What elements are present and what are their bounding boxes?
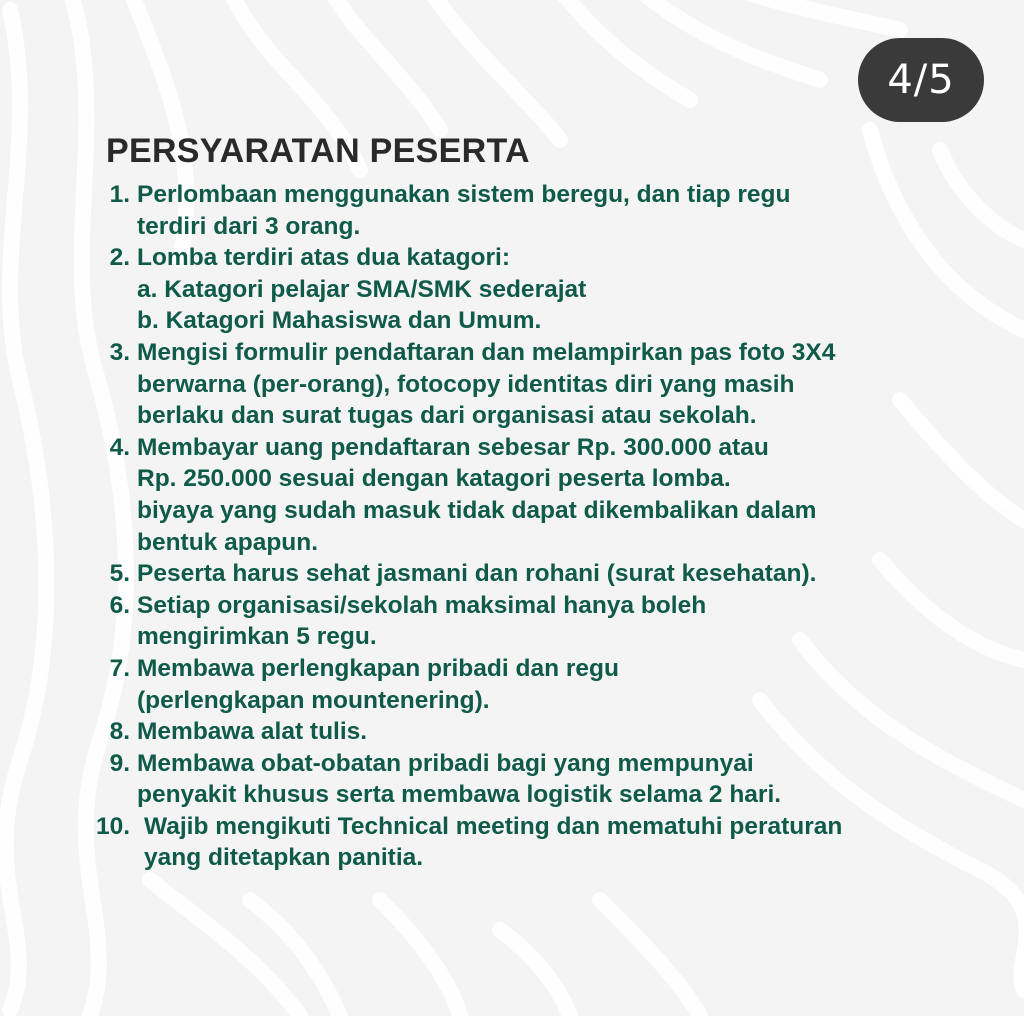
requirement-item	[0, 179, 1024, 242]
requirement-text-line: Peserta harus sehat jasmani dan rohani (surat kesehatan).	[137, 560, 817, 588]
requirement-text-line: penyakit khusus serta membawa logistik selama 2 hari.	[137, 781, 782, 809]
requirement-text-line: terdiri dari 3 orang.	[137, 212, 361, 240]
requirement-item	[0, 748, 1024, 811]
requirement-text-line: Membawa obat-obatan pribadi bagi yang mempunyai	[137, 749, 754, 777]
requirement-text-line: Membawa perlengkapan pribadi dan regu	[137, 654, 619, 682]
requirement-number: 6.	[109, 591, 130, 619]
requirement-number: 3.	[109, 338, 130, 366]
requirement-text-line: b. Katagori Mahasiswa dan Umum.	[137, 307, 542, 335]
requirement-text-line: Perlombaan menggunakan sistem beregu, dan tiap regu	[137, 181, 791, 208]
requirement-item	[0, 242, 1024, 337]
requirement-number: 2.	[109, 244, 130, 272]
requirement-text-line: a. Katagori pelajar SMA/SMK sederajat	[137, 275, 587, 303]
requirement-number: 10.	[95, 812, 130, 840]
requirement-number: 8.	[109, 718, 130, 746]
requirement-number: 7.	[109, 654, 130, 682]
requirement-number: 5.	[109, 560, 130, 588]
requirement-text-line: (perlengkapan mountenering).	[137, 686, 490, 714]
page-indicator-badge	[858, 38, 984, 122]
requirement-item	[0, 653, 1024, 716]
requirement-text-line: Setiap organisasi/sekolah maksimal hanya boleh	[137, 591, 707, 619]
requirement-text-line: Rp. 250.000 sesuai dengan katagori peserta lomba.	[137, 465, 731, 493]
requirement-text-line: Membayar uang pendaftaran sebesar Rp. 300.000 atau	[137, 433, 769, 461]
requirement-item	[0, 716, 1024, 748]
requirement-number: 4.	[109, 433, 130, 461]
requirement-text-line: Membawa alat tulis.	[137, 718, 368, 746]
requirement-item	[0, 811, 1024, 874]
requirement-item	[0, 590, 1024, 653]
requirement-text-line: berwarna (per-orang), fotocopy identitas diri yang masih	[137, 370, 795, 398]
requirement-number: 1.	[109, 181, 130, 208]
requirement-text-line: Lomba terdiri atas dua katagori:	[137, 244, 511, 272]
requirement-text-line: mengirimkan 5 regu.	[137, 623, 377, 651]
requirement-item	[0, 558, 1024, 590]
requirement-text-line: Wajib mengikuti Technical meeting dan mematuhi peraturan	[144, 812, 843, 840]
requirement-text-line: biyaya yang sudah masuk tidak dapat dikembalikan dalam	[137, 496, 817, 524]
page-indicator-text: 4/5	[887, 57, 955, 103]
requirement-item	[0, 337, 1024, 432]
requirement-text-line: bentuk apapun.	[137, 528, 319, 556]
requirement-text-line: berlaku dan surat tugas dari organisasi atau sekolah.	[137, 402, 757, 430]
page-title: PERSYARATAN PESERTA	[106, 132, 530, 170]
requirements-list	[0, 179, 1024, 874]
requirement-number: 9.	[109, 749, 130, 777]
requirement-item	[0, 432, 1024, 558]
requirement-text-line: Mengisi formulir pendaftaran dan melampirkan pas foto 3X4	[137, 338, 836, 366]
requirement-text-line: yang ditetapkan panitia.	[144, 844, 424, 872]
